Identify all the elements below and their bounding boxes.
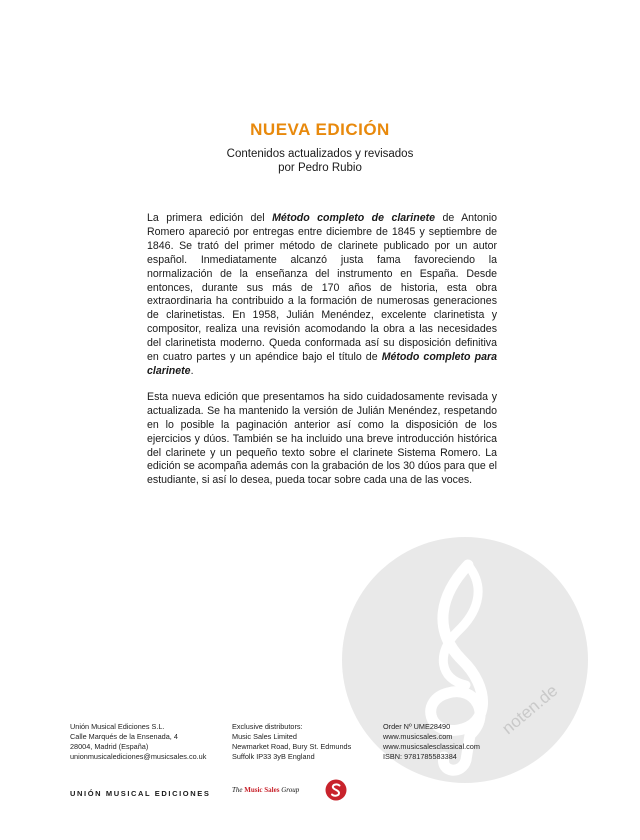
music-sales-emblem-icon (325, 779, 347, 801)
isbn: ISBN: 9781785583384 (383, 752, 457, 761)
edition-subtitle-line1: Contenidos actualizados y revisados (226, 148, 414, 160)
description-text (147, 212, 497, 500)
publisher-info (70, 722, 220, 762)
edition-subtitle-line2: por Pedro Rubio (278, 162, 362, 174)
distributor-address2: Suffolk IP33 3yB England (232, 752, 315, 761)
publisher-address2: 28004, Madrid (España) (70, 742, 149, 751)
website-2: www.musicsalesclassical.com (383, 742, 480, 751)
publisher-name: Unión Musical Ediciones S.L. (70, 722, 165, 731)
paragraph-history (147, 212, 497, 379)
distributor-info (232, 722, 382, 762)
edition-title: NUEVA EDICIÓN (250, 120, 390, 139)
order-number: Order Nº UME28490 (383, 722, 451, 731)
music-sales-logo-suffix: Group (279, 786, 300, 794)
method-title-1: Método completo de clarinete (272, 212, 436, 224)
website-1: www.musicsales.com (383, 732, 453, 741)
p1-text-end: . (190, 364, 194, 377)
music-sales-logo-prefix: The (232, 786, 245, 794)
p1-text-b: de Antonio Romero apareció por entregas entre diciembre de 1845 y septiembre de 1846. Se trató del primer método de clarinete publicado por un autor español. Inmediatamente alcanzó justa fama favoreciendo la normalización de la enseñanza del instrumento en España. Desde entonces, durante sus más de 170 años de historia, esta obra extraordinaria ha contribuido a la formación de numerosas generaciones de clarinetistas. En 1958, Julián Menéndez, excelente clarinetista y compositor, realiza una revisión acomodando la obra a las necesidades del clarinetista moderno. Queda conformada así su disposición definitiva en cuatro partes y un apéndice bajo el título de (147, 212, 497, 364)
distributor-name: Music Sales Limited (232, 732, 297, 741)
distributor-address1: Newmarket Road, Bury St. Edmunds (232, 742, 352, 751)
edition-header (0, 120, 640, 175)
watermark-text: noten.de (498, 680, 562, 739)
order-info (383, 722, 533, 762)
music-sales-logo (232, 786, 299, 794)
paragraph-new-edition: Esta nueva edición que presentamos ha sido cuidadosamente revisada y actualizada. Se ha mantenido la versión de Julián Menéndez, respetando en lo posible la paginación anterior así como la disposición de los ejercicios y dúos. También se ha incluido una breve introducción histórica del clarinete y un pequeño texto sobre el clarinete Sistema Romero. La edición se acompaña además con la grabación de los 30 dúos para que el estudiante, si así lo desea, pueda tocar sobre cada una de las voces. (147, 390, 497, 487)
publisher-email: unionmusicalediciones@musicsales.co.uk (70, 752, 207, 761)
publisher-address1: Calle Marqués de la Ensenada, 4 (70, 732, 178, 741)
p1-text-a: La primera edición del (147, 212, 273, 224)
publisher-brand-logo: UNIÓN MUSICAL EDICIONES (70, 789, 211, 798)
method-title-2: Método completo para clarinete (147, 351, 497, 377)
distributor-heading: Exclusive distributors: (232, 722, 303, 731)
music-sales-logo-brand: Music Sales (244, 786, 280, 794)
